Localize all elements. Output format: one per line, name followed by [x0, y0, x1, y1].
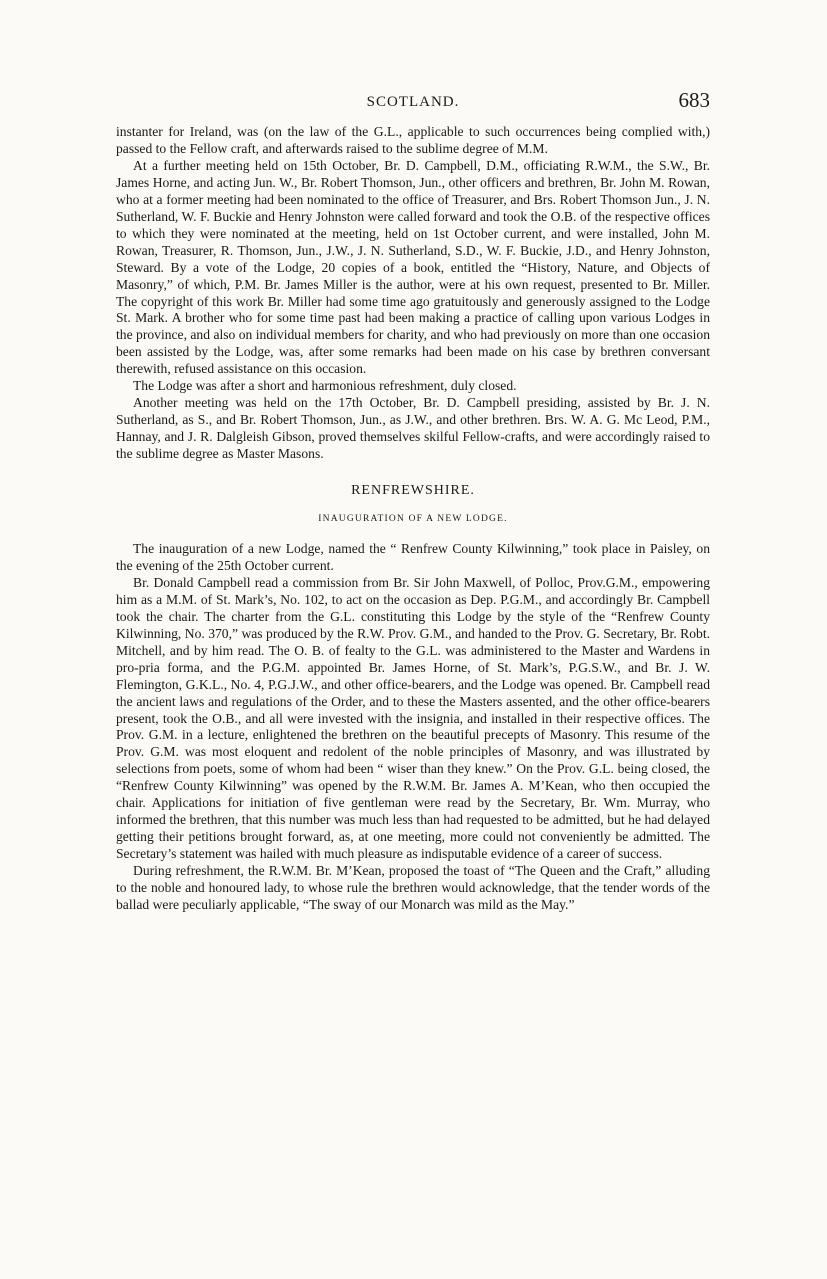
paragraph-refreshment-toast: During refreshment, the R.W.M. Br. M’Kean, proposed the toast of “The Queen and the Craft,” alluding to the noble and honoured lady, to whose rule the brethren would acknowledge, that the tender words of the ballad were peculiarly applicable, “The sway of our Monarch was mild as the May.” [116, 863, 710, 912]
page-body [116, 124, 710, 914]
running-title: SCOTLAND. [366, 94, 460, 110]
paragraph-lodge-closed: The Lodge was after a short and harmonious refreshment, duly closed. [133, 378, 517, 394]
paragraph-meeting-17th-october: Another meeting was held on the 17th October, Br. D. Campbell presiding, assisted by Br. J. N. Sutherland, as S., and Br. Robert Thomson, Jun., as J.W., and other brethren. Brs. W. A. G. Mc Leod, P.M., Hannay, and J. R. Dalgleish Gibson, proved themselves skilful Fellow-crafts, and were accordingly raised to the sublime degree as Master Masons. [116, 395, 710, 462]
subsection-title: INAUGURATION OF A NEW LODGE. [318, 514, 508, 525]
paragraph-inauguration: The inauguration of a new Lodge, named the “ Renfrew County Kilwinning,” took place in Paisley, on the evening of the 25th October current. [116, 540, 710, 573]
paragraph-commission: Br. Donald Campbell read a commission from Br. Sir John Maxwell, of Polloc, Prov.G.M., empowering him as a M.M. of St. Mark’s, No. 102, to act on the occasion as Dep. P.G.M., and accordingly Br. Campbell took the chair. The charter from the G.L. constituting this Lodge by the style of the “Renfrew County Kilwinning, No. 370,” was produced by the R.W. Prov. G.M., and handed to the Prov. G. Secretary, Br. Robt. Mitchell, and by him read. The O. B. of fealty to the G.L. was administered to the Master and Wardens in pro-pria forma, and the P.G.M. appointed Br. James Horne, of St. Mark’s, P.G.S.W., and Br. J. W. Flemington, G.K.L., No. 4, P.G.J.W., and other office-bearers, and the Lodge was opened. Br. Campbell read the ancient laws and regulations of the Order, and to these the Masters assented, and the other office-bearers present, took the O.B., and all were invested with the insignia, and installed in their respective offices. The Prov. G.M. in a lecture, enlightened the brethren on the beautiful precepts of Masonry. This resume of the Prov. G.M. was most eloquent and redolent of the noble principles of Masonry, and was illustrated by selections from poets, some of whom had been “ wiser than they knew.” On the Prov. G.L. being closed, the “Renfrew County Kilwinning” was opened by the R.W.M. Br. James A. M’Kean, who then occupied the chair. Applications for initiation of five gentleman were read by the Secretary, Br. Wm. Murray, who informed the brethren, that this number was much less than had requested to be admitted, but he had delayed getting their petitions brought forward, as, at one meeting, more could not conveniently be admitted. The Secretary’s statement was hailed with much pleasure as indisputable evidence of a career of success. [116, 574, 710, 862]
paragraph-meeting-15th-october: At a further meeting held on 15th October, Br. D. Campbell, D.M., officiating R.W.M., the S.W., Br. James Horne, and acting Jun. W., Br. Robert Thomson, Jun., other officers and brethren, Br. John M. Rowan, who at a former meeting had been nominated to the office of Treasurer, and Brs. Robert Thomson Jun., J. N. Sutherland, W. F. Buckie and Henry Johnston were called forward and took the O.B. of the respective offices to which they were nominated at the meeting, held on 1st October current, and were installed, John M. Rowan, Treasurer, R. Thomson, Jun., J.W., J. N. Sutherland, S.D., W. F. Buckie, J.D., and Henry Johnston, Steward. By a vote of the Lodge, 20 copies of a book, entitled the “History, Nature, and Objects of Masonry,” of which, P.M. Br. James Miller is the author, were at his own request, presented to Br. Miller. The copyright of this work Br. Miller had some time ago gratuitously and generously assigned to the Lodge St. Mark. A brother who for some time past had been making a practice of calling upon various Lodges in the province, and also on individual members for charity, and who had previously on more than one occasion been assisted by the Lodge, was, after some remarks had been made on his case by brethren conversant therewith, refused assistance on this occasion. [116, 157, 710, 377]
paragraph-continuation: instanter for Ireland, was (on the law of the G.L., applicable to such occurrences being complied with,) passed to the Fellow craft, and afterwards raised to the sublime degree of M.M. [116, 124, 710, 156]
page-number: 683 [678, 88, 710, 112]
page-header [116, 88, 710, 118]
section-title: RENFREWSHIRE. [351, 483, 475, 499]
